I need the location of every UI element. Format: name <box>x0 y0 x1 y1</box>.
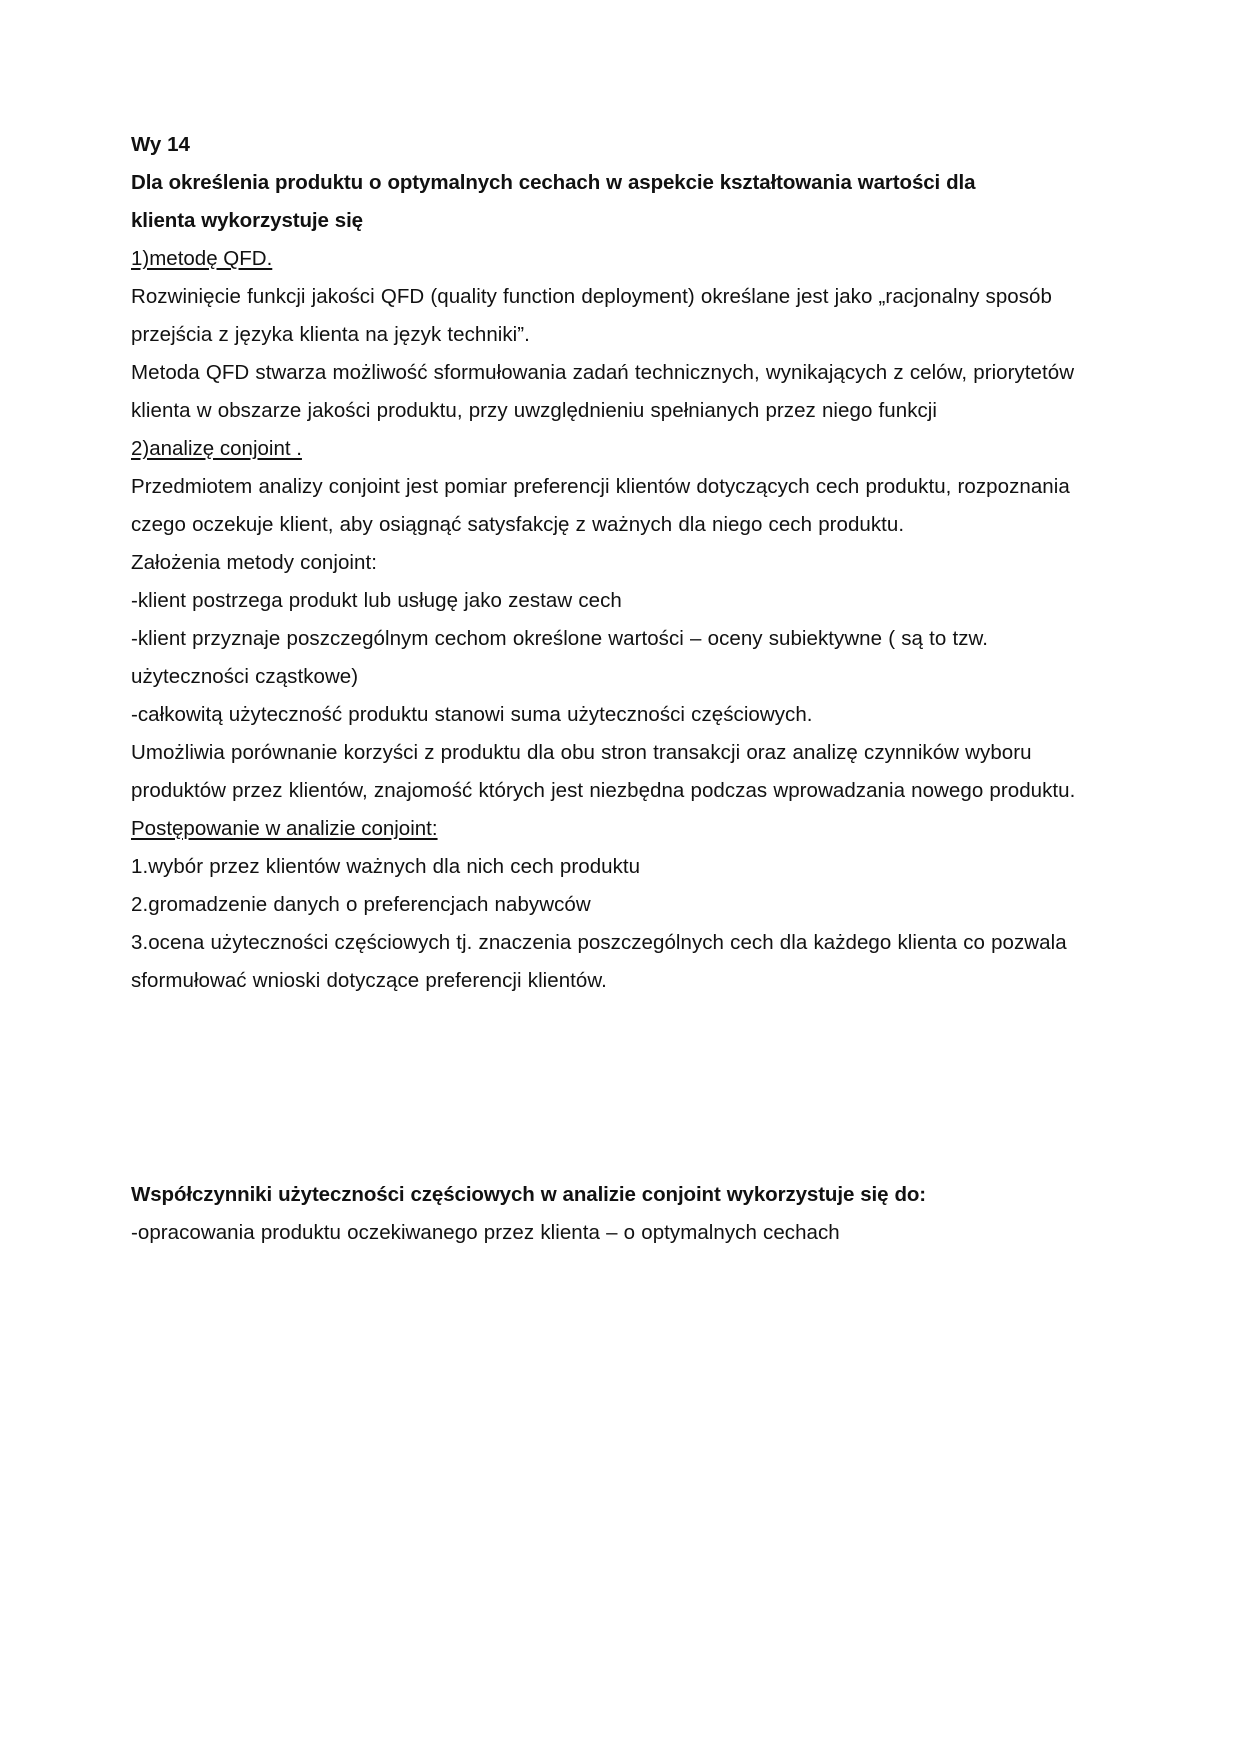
section-header-conjoint <box>131 430 1101 468</box>
page-title: Wy 14 <box>131 133 190 156</box>
paragraph-conjoint-subject: Przedmiotem analizy conjoint jest pomiar preferencji klientów dotyczących cech produktu, rozpoznania czego oczekuje klient, aby osiągnąć satysfakcję z ważnych dla niego cech produktu. <box>131 475 1070 536</box>
section-header-qfd <box>131 240 1101 278</box>
paragraph-benefits: Umożliwia porównanie korzyści z produktu dla obu stron transakcji oraz analizę czynników wyboru produktów przez klientów, znajomość których jest niezbędna podczas wprowadzania nowego produktu. <box>131 741 1076 802</box>
section-header-conjoint-text: 2)analizę conjoint . <box>131 437 302 460</box>
paragraph-qfd-definition: Rozwinięcie funkcji jakości QFD (quality function deployment) określane jest jako „racjonalny sposób przejścia z języka klienta na język techniki”. <box>131 285 1052 346</box>
assumption-item-1: -klient postrzega produkt lub usługę jako zestaw cech <box>131 589 622 612</box>
coefficients-item-1: -opracowania produktu oczekiwanego przez klienta – o optymalnych cechach <box>131 1221 840 1244</box>
assumption-item-3: -całkowitą użyteczność produktu stanowi suma użyteczności częściowych. <box>131 703 813 726</box>
procedure-item-2: 2.gromadzenie danych o preferencjach nabywców <box>131 893 591 916</box>
procedure-item-1: 1.wybór przez klientów ważnych dla nich cech produktu <box>131 855 641 878</box>
assumption-item-2: -klient przyznaje poszczególnym cechom określone wartości – oceny subiektywne ( są to tzw. użyteczności cząstkowe) <box>131 627 989 688</box>
coefficients-section <box>131 1176 1101 1252</box>
document-body <box>131 126 1101 1252</box>
section-gap <box>131 1000 1101 1176</box>
section-header-procedure-text: Postępowanie w analizie conjoint: <box>131 817 438 840</box>
assumptions-label: Założenia metody conjoint: <box>131 551 377 574</box>
intro-statement: Dla określenia produktu o optymalnych cechach w aspekcie kształtowania wartości dla klienta wykorzystuje się <box>131 171 976 232</box>
section-header-procedure <box>131 810 1101 848</box>
coefficients-header: Współczynniki użyteczności częściowych w analizie conjoint wykorzystuje się do: <box>131 1183 927 1206</box>
section-header-qfd-text: 1)metodę QFD. <box>131 247 273 270</box>
procedure-item-3: 3.ocena użyteczności częściowych tj. znaczenia poszczególnych cech dla każdego klienta co pozwala sformułować wnioski dotyczące preferencji klientów. <box>131 931 1067 992</box>
paragraph-qfd-method: Metoda QFD stwarza możliwość sformułowania zadań technicznych, wynikających z celów, priorytetów klienta w obszarze jakości produktu, przy uwzględnieniu spełnianych przez niego funkcji <box>131 361 1075 422</box>
